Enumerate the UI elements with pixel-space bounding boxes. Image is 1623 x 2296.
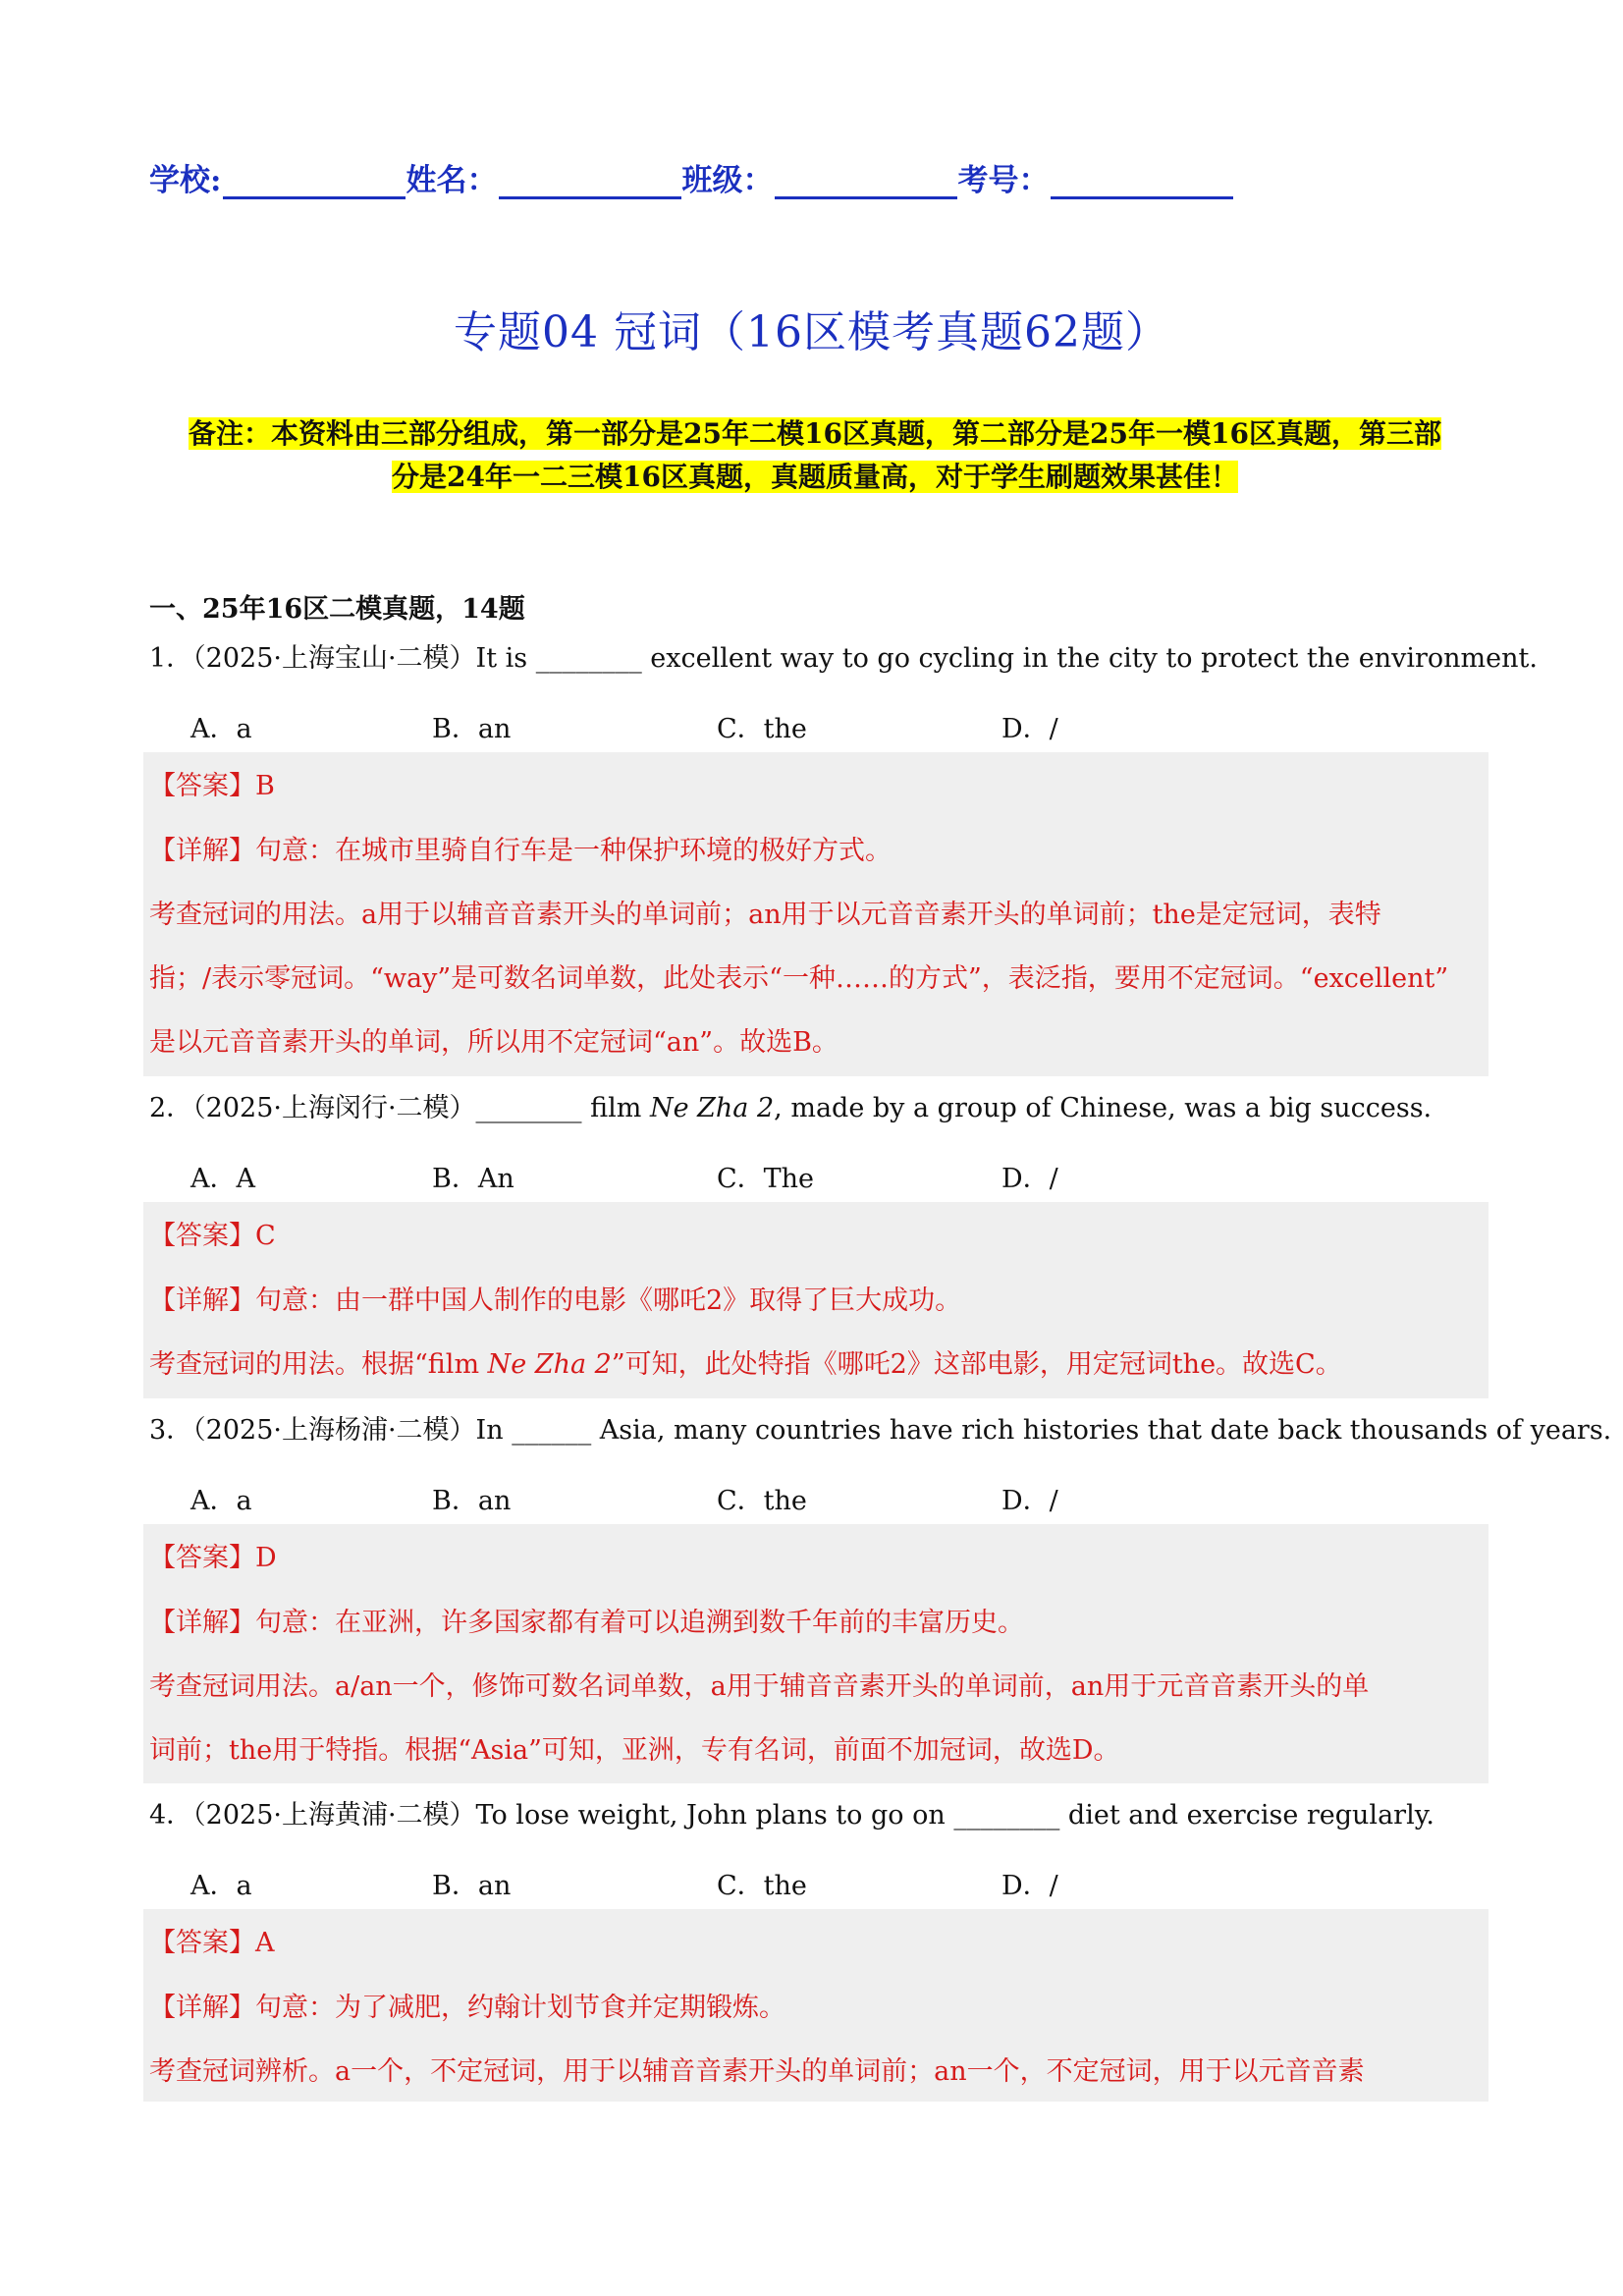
note-paragraph: 备注：本资料由三部分组成，第一部分是25年二模16区真题，第二部分是25年一模16区真题，第三部 分是24年一二三模16区真题，真题质量高，对于学生刷题效果甚佳！	[189, 417, 1441, 493]
question-4-options	[190, 1864, 1467, 1901]
option-d: D．/	[1001, 1486, 1058, 1516]
question-2-options	[190, 1157, 1467, 1194]
question-3-stem: 3．（2025·上海杨浦·二模）In ______ Asia, many countries have rich histories that date back thousands of years.	[149, 1415, 1612, 1446]
option-c: C．the	[717, 1486, 807, 1516]
question-2-stem: 2．（2025·上海闵行·二模）________ film Ne Zha 2, made by a group of Chinese, was a big success.	[149, 1093, 1433, 1123]
explanation-line: 是以元音音素开头的单词，所以用不定冠词“an”。故选B。	[149, 1027, 839, 1058]
option-d: D．/	[1001, 714, 1058, 744]
question-1-stem: 1．（2025·上海宝山·二模）It is ________ excellent way to go cycling in the city to protect the environment.	[149, 643, 1538, 674]
question-3-options	[190, 1479, 1467, 1516]
class-blank	[775, 167, 957, 199]
answer-box-4	[143, 1909, 1488, 2102]
answer-label: 【答案】A	[149, 1928, 275, 1958]
school-label: 学校:	[149, 163, 222, 198]
exam-no-blank	[1051, 167, 1233, 199]
answer-box-1	[143, 752, 1488, 1076]
section-heading: 一、25年16区二模真题，14题	[149, 594, 525, 625]
explanation-line: 词前；the用于特指。根据“Asia”可知，亚洲，专有名词，前面不加冠词，故选D。	[149, 1735, 1120, 1766]
answer-label: 【答案】B	[149, 771, 275, 801]
page-title: 专题04 冠词（16区模考真题62题）	[454, 307, 1169, 357]
question-4-stem: 4．（2025·上海黄浦·二模）To lose weight, John plans to go on ________ diet and exercise regularly.	[149, 1800, 1434, 1831]
option-b: B．An	[432, 1164, 514, 1194]
answer-label: 【答案】C	[149, 1221, 276, 1251]
student-info-line	[149, 155, 1233, 199]
option-d: D．/	[1001, 1871, 1058, 1901]
school-blank	[223, 167, 406, 199]
explanation-line: 考查冠词的用法。根据“film Ne Zha 2”可知，此处特指《哪吒2》这部电影，用定冠词the。故选C。	[149, 1349, 1342, 1380]
option-b: B．an	[432, 714, 512, 744]
option-b: B．an	[432, 1871, 512, 1901]
detail-text: 【详解】句意：由一群中国人制作的电影《哪吒2》取得了巨大成功。	[149, 1285, 962, 1316]
answer-box-3	[143, 1524, 1488, 1783]
name-label: 姓名：	[406, 163, 498, 198]
option-d: D．/	[1001, 1164, 1058, 1194]
option-c: C．The	[717, 1164, 815, 1194]
question-1-options	[190, 707, 1467, 744]
answer-box-2	[143, 1202, 1488, 1398]
option-a: A．A	[190, 1164, 255, 1194]
detail-text: 【详解】句意：为了减肥，约翰计划节食并定期锻炼。	[149, 1993, 785, 2023]
explanation-line: 指；/表示零冠词。“way”是可数名词单数，此处表示“一种……的方式”，表泛指，要用不定冠词。“excellent”	[149, 963, 1449, 994]
name-blank	[499, 167, 681, 199]
exam-no-label: 考号：	[957, 163, 1050, 198]
explanation-line: 考查冠词的用法。a用于以辅音音素开头的单词前；an用于以元音音素开头的单词前；the是定冠词，表特	[149, 900, 1381, 930]
option-a: A．a	[190, 1486, 252, 1516]
answer-label: 【答案】D	[149, 1543, 277, 1573]
explanation-line: 考查冠词辨析。a一个，不定冠词，用于以辅音音素开头的单词前；an一个，不定冠词，用于以元音音素	[149, 2056, 1365, 2087]
class-label: 班级：	[681, 163, 774, 198]
option-c: C．the	[717, 1871, 807, 1901]
option-a: A．a	[190, 714, 252, 744]
option-b: B．an	[432, 1486, 512, 1516]
detail-text: 【详解】句意：在城市里骑自行车是一种保护环境的极好方式。	[149, 836, 892, 866]
option-a: A．a	[190, 1871, 252, 1901]
detail-text: 【详解】句意：在亚洲，许多国家都有着可以追溯到数千年前的丰富历史。	[149, 1608, 1024, 1638]
option-c: C．the	[717, 714, 807, 744]
explanation-line: 考查冠词用法。a/an一个，修饰可数名词单数，a用于辅音音素开头的单词前，an用于元音音素开头的单	[149, 1671, 1370, 1702]
